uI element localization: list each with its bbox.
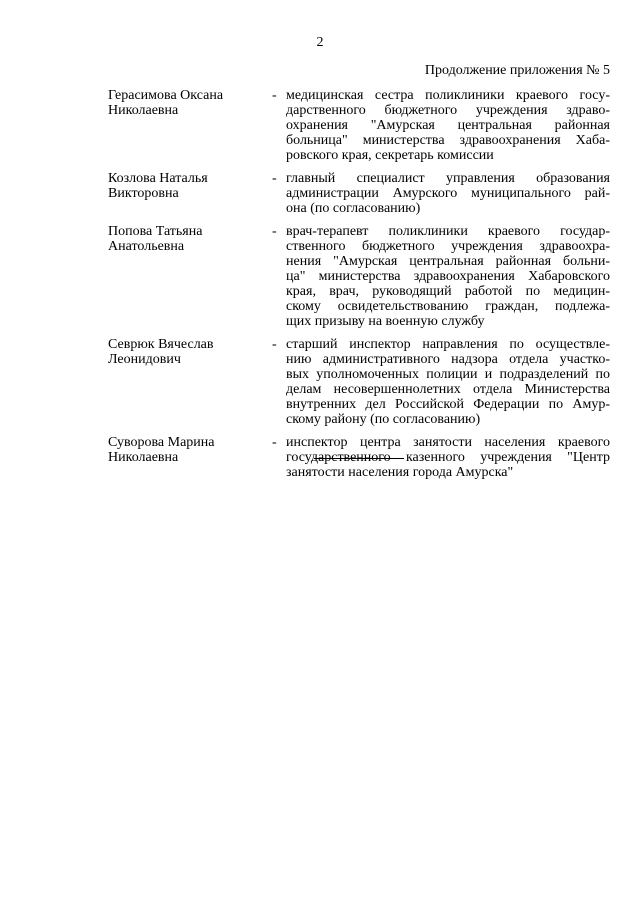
member-role-line: нию административного надзора отдела участко- [286, 352, 610, 367]
member-role-line: дарственного бюджетного учреждения здраво- [286, 103, 610, 118]
member-role-line: ственного бюджетного учреждения здравоохра- [286, 239, 610, 254]
member-role-line: делам несовершеннолетних отдела Министерства [286, 382, 610, 397]
page-number: 2 [316, 35, 324, 50]
member-role-line: главный специалист управления образования [286, 171, 610, 186]
member-role-line: врач-терапевт поликлиники краевого государ- [286, 224, 610, 239]
member-name: Герасимова Оксана Николаевна [108, 88, 224, 118]
member-role-line: охранения "Амурская центральная районная [286, 118, 610, 133]
member-role-line: внутренних дел Российской Федерации по Амур- [286, 397, 610, 412]
member-role [286, 171, 610, 216]
member-entry [108, 88, 610, 163]
member-role-line: занятости населения города Амурска" [286, 465, 514, 480]
member-dash: - [272, 337, 277, 352]
member-dash: - [272, 88, 277, 103]
commission-members-list [108, 88, 610, 488]
member-entry [108, 224, 610, 329]
member-role-line: скому району (по согласованию) [286, 412, 481, 427]
member-dash: - [272, 224, 277, 239]
member-entry [108, 337, 610, 427]
member-role-line: щих призыву на военную службу [286, 314, 485, 329]
member-role-line: медицинская сестра поликлиники краевого госу- [286, 88, 610, 103]
member-role-line: скому освидетельствованию граждан, подлежа- [286, 299, 610, 314]
member-dash: - [272, 171, 277, 186]
member-role-line: государственного казенного учреждения "Центр [286, 450, 610, 465]
member-name: Севрюк Вячеслав Леонидович [108, 337, 214, 367]
appendix-continuation-label: Продолжение приложения № 5 [424, 63, 610, 78]
member-role [286, 224, 610, 329]
member-role [286, 88, 610, 163]
member-role-line: нения "Амурская центральная районная больни- [286, 254, 610, 269]
member-name: Попова Татьяна Анатольевна [108, 224, 203, 254]
member-dash: - [272, 435, 277, 450]
member-role [286, 337, 610, 427]
member-name: Козлова Наталья Викторовна [108, 171, 208, 201]
member-role-line: больница" министерства здравоохранения Хаба- [286, 133, 610, 148]
member-role-line: ца" министерства здравоохранения Хабаровского [286, 269, 610, 284]
member-name: Суворова Марина Николаевна [108, 435, 215, 465]
end-of-list-rule [314, 458, 404, 459]
member-role-line: инспектор центра занятости населения краевого [286, 435, 610, 450]
member-role-line: администрации Амурского муниципального рай- [286, 186, 610, 201]
member-entry [108, 171, 610, 216]
member-role-line: ровского края, секретарь комиссии [286, 148, 494, 163]
member-role-line: края, врач, руководящий работой по медицин- [286, 284, 610, 299]
member-role-line: вых уполномоченных полиции и подразделений по [286, 367, 610, 382]
member-role-line: она (по согласованию) [286, 201, 421, 216]
member-role-line: старший инспектор направления по осуществле- [286, 337, 610, 352]
